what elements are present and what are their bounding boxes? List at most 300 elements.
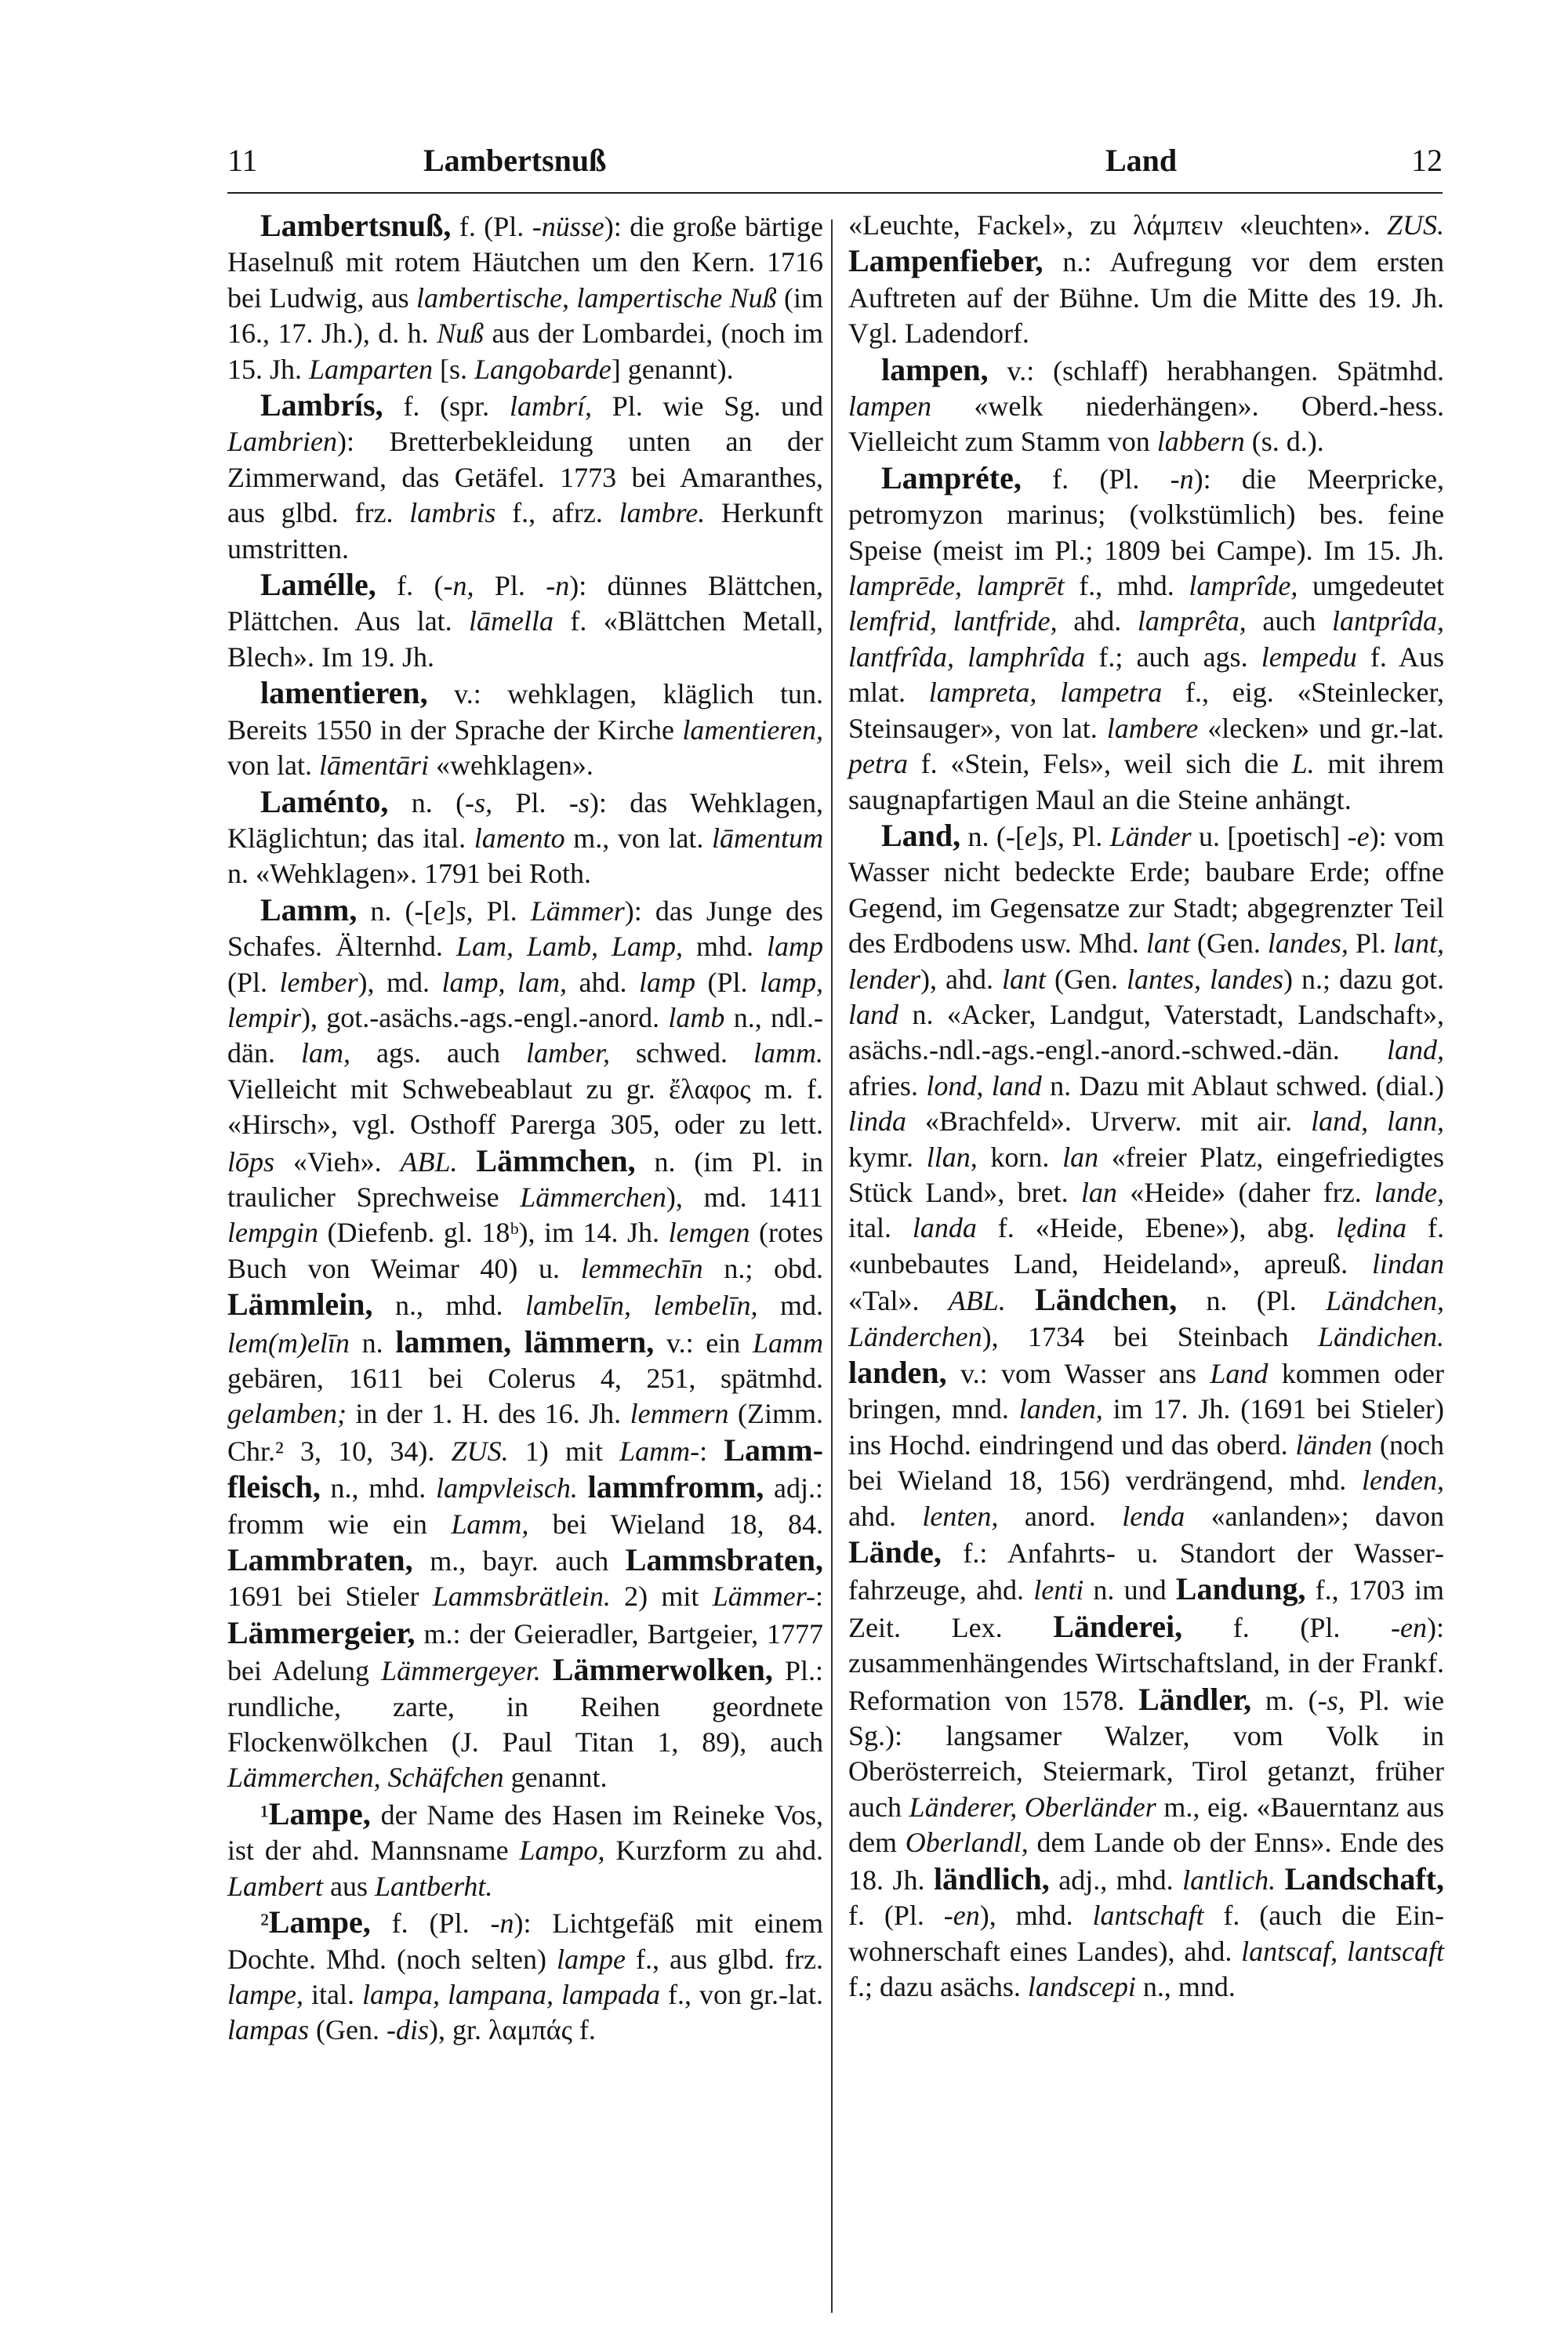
entry-text: f.; dazu asächs.: [848, 1970, 1028, 2002]
entry-italic: lampen: [848, 390, 931, 423]
entry-text: der Name des Hasen im Reineke Vos, ist der ahd. Mannsname: [227, 1798, 823, 1867]
entry-italic: landscepi: [1027, 1970, 1136, 2002]
entry-text: (Pl.: [227, 966, 280, 998]
entry-italic: lambrí,: [509, 390, 592, 423]
entry-italic: lant: [1145, 927, 1190, 960]
entry-italic: en: [953, 1900, 980, 1932]
entry-text: n. (-: [388, 786, 475, 818]
entry-text: von lat.: [227, 750, 319, 782]
entry-italic: n: [555, 570, 570, 602]
entry-headword: Lambrís,: [260, 387, 383, 423]
entry-text: n.; obd.: [702, 1252, 823, 1284]
entry-italic: lam,: [301, 1037, 350, 1069]
entry-text: n., ndl.-dän.: [227, 1001, 823, 1069]
entry-text: n., mhd.: [372, 1290, 526, 1322]
entry-text: ) n.; dazu got.: [1283, 963, 1445, 995]
dictionary-entry: [227, 892, 823, 1796]
page-number-left: 11: [227, 143, 258, 178]
entry-italic: lempedu: [1261, 641, 1357, 673]
entry-headword: Lampréte,: [881, 459, 1022, 495]
entry-text: n. (-[: [960, 820, 1025, 852]
entry-italic: linda: [848, 1105, 907, 1138]
entry-headword: Lämmchen,: [476, 1142, 636, 1178]
entry-text: (im 16., 17. Jh.), d. h.: [227, 281, 823, 350]
entry-italic: s,: [1046, 820, 1065, 852]
entry-headword: Lambertsnuß,: [260, 208, 452, 243]
dictionary-entry: [227, 208, 823, 387]
entry-text: n. (im Pl. in traulicher Sprechweise: [227, 1145, 823, 1213]
entry-text: ): Lichtgefäß mit einem Dochte. Mhd. (noch selten): [227, 1907, 823, 1975]
entry-italic: labbern: [1156, 426, 1245, 458]
entry-italic: lampa, lampana, lampada: [362, 1978, 661, 2010]
entry-headword: Lamélle,: [260, 567, 376, 603]
entry-text: f., von gr.-lat.: [660, 1978, 824, 2010]
entry-italic: Lam, Lamb, Lamp,: [456, 931, 683, 963]
entry-italic: s: [578, 786, 590, 818]
entry-italic: e: [433, 895, 446, 927]
entry-italic: Oberlandl,: [905, 1827, 1029, 1859]
entry-italic: lenda: [1122, 1500, 1185, 1532]
entry-headword: Lämmergeier,: [227, 1614, 416, 1650]
entry-text: mhd.: [682, 931, 767, 963]
dictionary-entry: [848, 460, 1444, 818]
entry-text: ), gr. λαμπάς f.: [428, 2014, 596, 2046]
entry-italic: n: [499, 1907, 514, 1940]
entry-italic: lantscaf, lantscaft: [1241, 1935, 1444, 1967]
entry-text: (rotes Buch von Weimar 40) u.: [227, 1217, 823, 1284]
entry-text: 1) mit: [508, 1435, 620, 1467]
entry-italic: lambris: [409, 497, 496, 529]
entry-italic: lem(m)elīn: [227, 1327, 350, 1359]
entry-text: Pl. wie Sg.): langsamer Walzer, vom Volk in Oberösterreich, Steiermark, Tirol getanzt, früher auch: [848, 1684, 1444, 1823]
entry-text: anord.: [998, 1500, 1123, 1532]
entry-italic: Lantberht.: [375, 1870, 493, 1902]
entry-italic: land, lann,: [1311, 1105, 1444, 1138]
entry-italic: lantlich.: [1182, 1864, 1276, 1896]
entry-italic: lant: [1001, 963, 1046, 995]
entry-italic: land,: [1386, 1034, 1444, 1066]
entry-text: v.: ein: [654, 1327, 753, 1359]
entry-italic: Lämmerchen, Schäfchen: [227, 1762, 504, 1794]
entry-text: [458, 1146, 477, 1178]
entry-italic: s,: [455, 895, 474, 927]
entry-text: m., von lat.: [564, 822, 713, 854]
entry-italic: Langobarde: [474, 353, 612, 385]
entry-text: ahd.: [567, 966, 639, 998]
entry-italic: lond, land: [926, 1069, 1042, 1102]
entry-text: ), md.: [358, 966, 442, 998]
entry-italic: Lämmerchen: [520, 1181, 666, 1213]
entry-headword: lammfromm,: [587, 1469, 764, 1505]
dictionary-entry: [227, 387, 823, 567]
entry-italic: ZUS.: [1386, 209, 1444, 241]
entry-italic: Lambrien: [227, 426, 338, 458]
entry-italic: lamentieren,: [682, 713, 823, 746]
entry-italic: landen,: [1018, 1393, 1103, 1425]
entry-italic: Lampo,: [519, 1835, 605, 1867]
entry-text: dem Lande ob der Enns». Ende des 18. Jh.: [848, 1827, 1444, 1896]
entry-text: (Gen. -: [309, 2014, 396, 2046]
entry-text: (Gen.: [1189, 927, 1268, 960]
entry-italic: lenten,: [922, 1500, 999, 1532]
entry-italic: lāmentum: [712, 822, 824, 854]
entry-italic: lenti: [1033, 1574, 1084, 1606]
entry-italic: Lamm: [752, 1327, 823, 1359]
entry-text: md.: [757, 1290, 823, 1322]
entry-text: f. Aus mlat.: [848, 641, 1445, 709]
entry-text: n. «Wehklagen». 1791 bei Roth.: [227, 858, 592, 890]
dictionary-entry: [227, 567, 823, 675]
entry-italic: lamento: [474, 822, 565, 854]
entry-text: f. (-: [376, 570, 453, 602]
entry-italic: lamp, lam,: [441, 966, 567, 998]
entry-text: u. [poetisch] -: [1191, 820, 1357, 852]
entry-italic: lamber,: [526, 1037, 610, 1069]
entry-italic: lant, lender: [848, 927, 1444, 995]
entry-italic: landa: [912, 1212, 977, 1244]
entry-text: :: [699, 1435, 724, 1467]
entry-italic: lemmechīn: [580, 1252, 703, 1284]
entry-text: (Diefenb. gl. 18ᵇ), im 14. Jh.: [318, 1217, 669, 1249]
entry-italic: lampe,: [227, 1978, 303, 2010]
entry-text: kymr.: [848, 1141, 927, 1173]
entry-text: f., aus glbd. frz.: [625, 1943, 823, 1975]
entry-text: f.; auch ags.: [1085, 641, 1261, 673]
entry-italic: länden: [1295, 1428, 1373, 1461]
entry-text: ): die Meerpricke, petromyzon marinus; (volkstümlich) bes. feine Speise (meist im Pl.; 1809 bei Campe). Im 15. Jh.: [848, 463, 1445, 566]
entry-headword: lampen,: [881, 351, 989, 387]
entry-text: «welk niederhängen». Oberd.-hess. Vielleicht zum Stamm von: [848, 390, 1444, 458]
entry-text: f., afrz.: [495, 497, 619, 529]
dictionary-entry: [227, 675, 823, 783]
entry-italic: lember: [279, 966, 358, 998]
entry-text: ] genannt).: [611, 353, 734, 385]
entry-headword: Lammfleisch,: [227, 1432, 823, 1505]
entry-text: n. (-[: [357, 895, 434, 927]
right-column: [848, 208, 1444, 2005]
entry-text: Pl.: [473, 895, 531, 927]
entry-italic: ZUS.: [451, 1435, 509, 1467]
entry-italic: Lammsbrätlein.: [432, 1581, 611, 1613]
entry-text: f. «Heide, Ebene»), abg.: [976, 1212, 1337, 1244]
entry-text: im 17. Jh. (1691 bei Stieler) ins Hochd. eindringend und das oberd.: [848, 1393, 1444, 1461]
header-rule: [227, 192, 1443, 194]
entry-text: ahd.: [848, 1500, 923, 1532]
entry-italic: lempgin: [227, 1217, 318, 1249]
entry-italic: gelamben;: [227, 1398, 347, 1430]
entry-italic: Nuß: [437, 318, 485, 350]
entry-italic: s,: [474, 786, 493, 818]
entry-italic: lambere: [1106, 712, 1199, 744]
entry-text: f. (Pl. -: [370, 1907, 500, 1940]
entry-italic: Lamm,: [451, 1508, 529, 1540]
entry-headword: Landschaft,: [1284, 1860, 1445, 1896]
entry-text: genannt.: [503, 1762, 608, 1794]
running-head-right: Land: [1105, 143, 1178, 178]
entry-text: «anlanden»; davon: [1185, 1500, 1445, 1532]
entry-italic: L.: [1291, 748, 1315, 780]
entry-headword: Land,: [881, 817, 961, 853]
entry-headword: Lämmlein,: [227, 1287, 373, 1323]
entry-text: aus: [323, 1870, 376, 1902]
entry-italic: lamp, lempir: [227, 966, 823, 1033]
entry-text: ), ahd.: [920, 963, 1002, 995]
entry-italic: lande,: [1374, 1176, 1444, 1208]
entry-text: n., mnd.: [1135, 1970, 1236, 2002]
entry-text: Herkunft umstritten.: [227, 497, 823, 564]
entry-text: 1691 bei Stieler: [227, 1581, 433, 1613]
entry-text: «lecken» und gr.-lat.: [1198, 712, 1444, 744]
entry-text: korn.: [977, 1141, 1063, 1173]
entry-headword: Lampenfieber,: [848, 243, 1044, 279]
entry-italic: nüsse: [541, 211, 604, 242]
entry-italic: e: [1356, 820, 1370, 852]
entry-text: n.: [349, 1327, 396, 1359]
entry-text: f., mhd.: [1064, 570, 1189, 602]
column-divider: [831, 220, 833, 2313]
entry-headword: lamentieren,: [260, 675, 428, 711]
entry-italic: Ländichen.: [1318, 1320, 1444, 1352]
entry-text: ¹: [260, 1798, 269, 1831]
entry-headword: Lampe,: [268, 1904, 371, 1940]
entry-text: Pl.: [1348, 927, 1393, 960]
entry-text: ): Bretterbekleidung unten an der Zimmerwand, das Getäfel. 1773 bei Amaranthes, aus glbd. frz.: [227, 426, 823, 529]
entry-italic: land: [848, 998, 899, 1030]
entry-text: ): die große bärtige Haselnuß mit rotem Häutchen um den Kern. 1716 bei Ludwig, aus: [227, 211, 823, 314]
entry-text: [578, 1472, 588, 1504]
entry-text: «Leuchte, Fackel», zu λάμπειν «leuchten».: [848, 209, 1387, 241]
entry-italic: lampas: [227, 2014, 310, 2046]
entry-text: n. und: [1083, 1574, 1176, 1606]
entry-text: m. (-: [1251, 1684, 1327, 1716]
entry-text: ²: [260, 1907, 269, 1940]
entry-text: ahd.: [1057, 605, 1138, 637]
entry-text: ): dünnes Blättchen, Plättchen. Aus lat.: [227, 570, 823, 637]
entry-text: Kurzform zu ahd.: [604, 1835, 824, 1867]
entry-text: v.: vom Wasser ans: [946, 1358, 1210, 1389]
dictionary-entry: [227, 1796, 823, 1904]
entry-text: «Tal».: [848, 1285, 949, 1317]
entry-text: «Brachfeld». Urverw. mit air.: [906, 1105, 1312, 1138]
entry-text: f. «Blättchen Metall, Blech». Im 19. Jh.: [227, 605, 823, 673]
entry-headword: Laménto,: [260, 783, 389, 819]
entry-italic: lampreta, lampetra: [928, 677, 1163, 709]
entry-italic: lōps: [227, 1145, 275, 1178]
entry-text: (Gen.: [1046, 963, 1127, 995]
entry-text: ): das Wehklagen, Kläglichtun; das ital.: [227, 786, 823, 854]
entry-text: (Zimm. Chr.² 3, 10, 34).: [227, 1398, 824, 1467]
entry-text: «Vieh».: [274, 1145, 401, 1178]
entry-text: [1006, 1285, 1035, 1316]
entry-italic: Lämmer: [530, 895, 625, 927]
entry-italic: lamp: [766, 931, 823, 963]
entry-text: f. (Pl. -: [1021, 463, 1180, 495]
entry-text: [541, 1655, 553, 1686]
entry-italic: lampvleisch.: [435, 1472, 578, 1504]
entry-text: afries.: [848, 1069, 927, 1102]
entry-text: Pl. wie Sg. und: [591, 390, 823, 423]
entry-text: «Heide» (daher frz.: [1116, 1176, 1375, 1208]
entry-italic: Länderer, Oberländer: [909, 1791, 1156, 1823]
entry-text: kommen oder bringen, mnd.: [848, 1358, 1444, 1425]
entry-italic: Land: [1210, 1358, 1269, 1389]
entry-text: f., eig. «Steinlecker, Steinsauger», von lat.: [848, 677, 1444, 744]
entry-italic: en: [1400, 1611, 1427, 1643]
entry-italic: landes,: [1267, 927, 1348, 960]
entry-italic: lędina: [1336, 1212, 1407, 1244]
entry-text: ags. auch: [350, 1037, 526, 1069]
entry-text: Pl. -: [492, 786, 579, 818]
entry-text: «freier Platz, eingefriedigtes Stück Land», bret.: [848, 1141, 1444, 1208]
entry-text: ]: [445, 895, 456, 927]
entry-italic: lamprēde, lamprēt: [848, 570, 1065, 602]
entry-text: (s. d.).: [1244, 426, 1324, 458]
entry-text: (Pl.: [695, 966, 760, 998]
entry-italic: lantprîda, lantfrîda, lamphrîda: [848, 605, 1444, 673]
entry-italic: lemfrid, lantfride,: [848, 605, 1058, 637]
entry-italic: lampe: [556, 1943, 626, 1975]
left-column: [227, 208, 823, 2049]
entry-text: aus der Lombardei, (noch im 15. Jh.: [227, 318, 823, 385]
entry-headword: Landung,: [1175, 1571, 1306, 1607]
entry-text: f. (Pl. -: [1182, 1611, 1401, 1643]
entry-italic: petra: [848, 748, 908, 780]
entry-text: adj.: fromm wie ein: [227, 1472, 823, 1540]
entry-italic: lamprîde,: [1189, 570, 1298, 602]
page-number-right: 12: [1411, 143, 1443, 178]
entry-italic: Ländchen, Länderchen: [848, 1285, 1445, 1352]
entry-headword: ländlich,: [933, 1860, 1050, 1896]
entry-italic: lemgen: [668, 1217, 750, 1249]
entry-italic: Lamparten: [309, 353, 434, 385]
entry-headword: Lämmerwolken,: [552, 1652, 773, 1688]
entry-text: ): das Junge des Schafes. Älternhd.: [227, 895, 823, 963]
entry-text: ), got.-asächs.-ags.-engl.-anord.: [301, 1001, 669, 1033]
entry-italic: ABL.: [400, 1145, 458, 1178]
entry-text: f.: Anfahrts- u. Standort der Wasserfahrzeuge, ahd.: [848, 1537, 1444, 1606]
entry-headword: Lampe,: [268, 1795, 371, 1831]
entry-italic: lāmella: [469, 605, 554, 637]
entry-italic: lamp: [638, 966, 695, 998]
running-header: [227, 137, 1443, 192]
entry-italic: lan: [1062, 1141, 1099, 1173]
entry-headword: Lamm,: [260, 891, 358, 927]
entry-text: n. «Acker, Landgut, Vaterstadt, Landschaft», asächs.-ndl.-ags.-engl.-anord.-schwed.-dän.: [848, 998, 1444, 1066]
entry-italic: s,: [1327, 1684, 1345, 1716]
running-head-left: Lambertsnuß: [423, 143, 607, 178]
entry-headword: Lammsbraten,: [625, 1542, 823, 1578]
entry-text: ital.: [848, 1212, 913, 1244]
entry-text: «wehklagen».: [428, 750, 593, 782]
entry-italic: Lambert: [227, 1870, 324, 1902]
entry-text: in der 1. H. des 16. Jh.: [346, 1398, 630, 1430]
entry-headword: Lammbraten,: [227, 1542, 413, 1578]
entry-text: gebären, 1611 bei Colerus 4, 251, spätmhd.: [227, 1363, 823, 1394]
entry-italic: llan,: [926, 1141, 978, 1173]
entry-text: v.: (schlaff) herabhangen. Spätmhd.: [988, 354, 1444, 387]
entry-italic: lindan: [1371, 1247, 1444, 1279]
entry-text: f. (spr.: [383, 390, 510, 423]
entry-text: (noch bei Wieland 18, 156) verdrängend, mhd.: [848, 1428, 1444, 1497]
entry-headword: Länderei,: [1053, 1608, 1183, 1644]
dictionary-entry: [848, 352, 1444, 460]
entry-italic: Länder: [1109, 820, 1192, 852]
entry-text: m., bayr. auch: [412, 1545, 626, 1577]
entry-headword: Ländler,: [1138, 1681, 1252, 1717]
entry-text: f. (auch die Einwohnerschaft eines Landes), ahd.: [848, 1900, 1444, 1967]
entry-italic: lamb: [668, 1001, 725, 1033]
entry-text: [s.: [433, 353, 475, 385]
entry-headword: Lände,: [848, 1534, 942, 1570]
entry-italic: lambre.: [619, 497, 706, 529]
entry-text: Pl.: [1064, 820, 1110, 852]
entry-text: mit ihrem saugnapfartigen Maul an die Steine anhängt.: [848, 748, 1444, 815]
entry-text: n., mhd.: [320, 1472, 436, 1504]
entry-italic: e: [1024, 820, 1037, 852]
entry-italic: lamm.: [753, 1037, 823, 1069]
entry-italic: lantschaft: [1092, 1900, 1204, 1932]
entry-text: 2) mit: [610, 1581, 713, 1613]
dictionary-entry: [227, 784, 823, 892]
entry-headword: landen,: [848, 1355, 947, 1390]
dictionary-entry: [848, 818, 1444, 2005]
entry-text: auch: [1246, 605, 1332, 637]
entry-italic: ABL.: [948, 1285, 1006, 1317]
dictionary-entry: [227, 1904, 823, 2049]
entry-text: v.: wehklagen, kläglich tun. Bereits 1550 in der Sprache der Kirche: [227, 678, 823, 746]
entry-italic: lenden,: [1362, 1465, 1444, 1497]
entry-text: f. «unbebautes Land, Heideland», apreuß.: [848, 1212, 1445, 1279]
entry-italic: lāmentāri: [318, 750, 429, 782]
entry-italic: lan: [1080, 1176, 1117, 1208]
entry-italic: lambelīn, lembelīn,: [525, 1290, 758, 1322]
entry-text: n. (Pl.: [1177, 1285, 1327, 1317]
entry-italic: lambertische, lampertische Nuß: [416, 281, 777, 314]
entry-italic: Lämmergeyer.: [381, 1655, 541, 1687]
entry-italic: lamprêta,: [1137, 605, 1247, 637]
entry-text: ]: [1036, 820, 1047, 852]
entry-text: ): vom Wasser nicht bedeckte Erde; baubare Erde; offne Gegend, im Gegensatze zur Stadt; abgegrenzter Teil des Erdbodens usw. Mhd.: [848, 820, 1444, 960]
entry-text: f., 1703 im Zeit. Lex.: [848, 1574, 1445, 1643]
entry-italic: n,: [452, 570, 474, 602]
entry-text: Vielleicht mit Schwebeablaut zu gr. ἔλαφος m. f. «Hirsch», vgl. Osthoff Parerga 305, oder zu lett.: [227, 1073, 823, 1141]
entry-text: bei Wieland 18, 84.: [528, 1508, 823, 1540]
entry-text: ): zusammenhängendes Wirtschaftsland, in der Frankf. Reformation von 1578.: [848, 1611, 1444, 1716]
entry-text: Pl. -: [474, 570, 556, 602]
entry-text: m., eig. «Bauerntanz aus dem: [848, 1791, 1444, 1859]
entry-text: [1276, 1864, 1284, 1896]
entry-headword: Ländchen,: [1035, 1282, 1178, 1318]
entry-text: adj., mhd.: [1049, 1864, 1183, 1896]
entry-text: n. Dazu mit Ablaut schwed. (dial.): [1041, 1069, 1444, 1102]
entry-italic: lemmern: [630, 1398, 729, 1430]
entry-italic: lantes, landes: [1127, 963, 1283, 995]
entry-italic: Lamm-: [619, 1435, 700, 1467]
entry-text: Pl.: rundliche, zarte, in Reihen geordnete Flockenwölkchen (J. Paul Titan 1, 89), auch: [227, 1655, 824, 1759]
entry-italic: Lämmer-: [712, 1581, 815, 1613]
entry-text: n.: Aufregung vor dem ersten Auftreten auf der Bühne. Um die Mitte des 19. Jh. Vgl. Ladendorf.: [848, 246, 1444, 350]
entry-text: f. «Stein, Fels», weil sich die: [908, 748, 1292, 780]
entry-text: f. (Pl. -: [451, 211, 542, 242]
entry-text: f. (Pl. -: [848, 1900, 953, 1932]
dictionary-entry: [848, 208, 1444, 352]
entry-text: ), 1734 bei Steinbach: [982, 1320, 1319, 1352]
entry-text: schwed.: [610, 1037, 753, 1069]
entry-italic: dis: [395, 2014, 429, 2046]
entry-text: ), mhd.: [979, 1900, 1093, 1932]
entry-text: umgedeutet: [1298, 570, 1444, 602]
entry-headword: lammen, lämmern,: [395, 1323, 655, 1359]
